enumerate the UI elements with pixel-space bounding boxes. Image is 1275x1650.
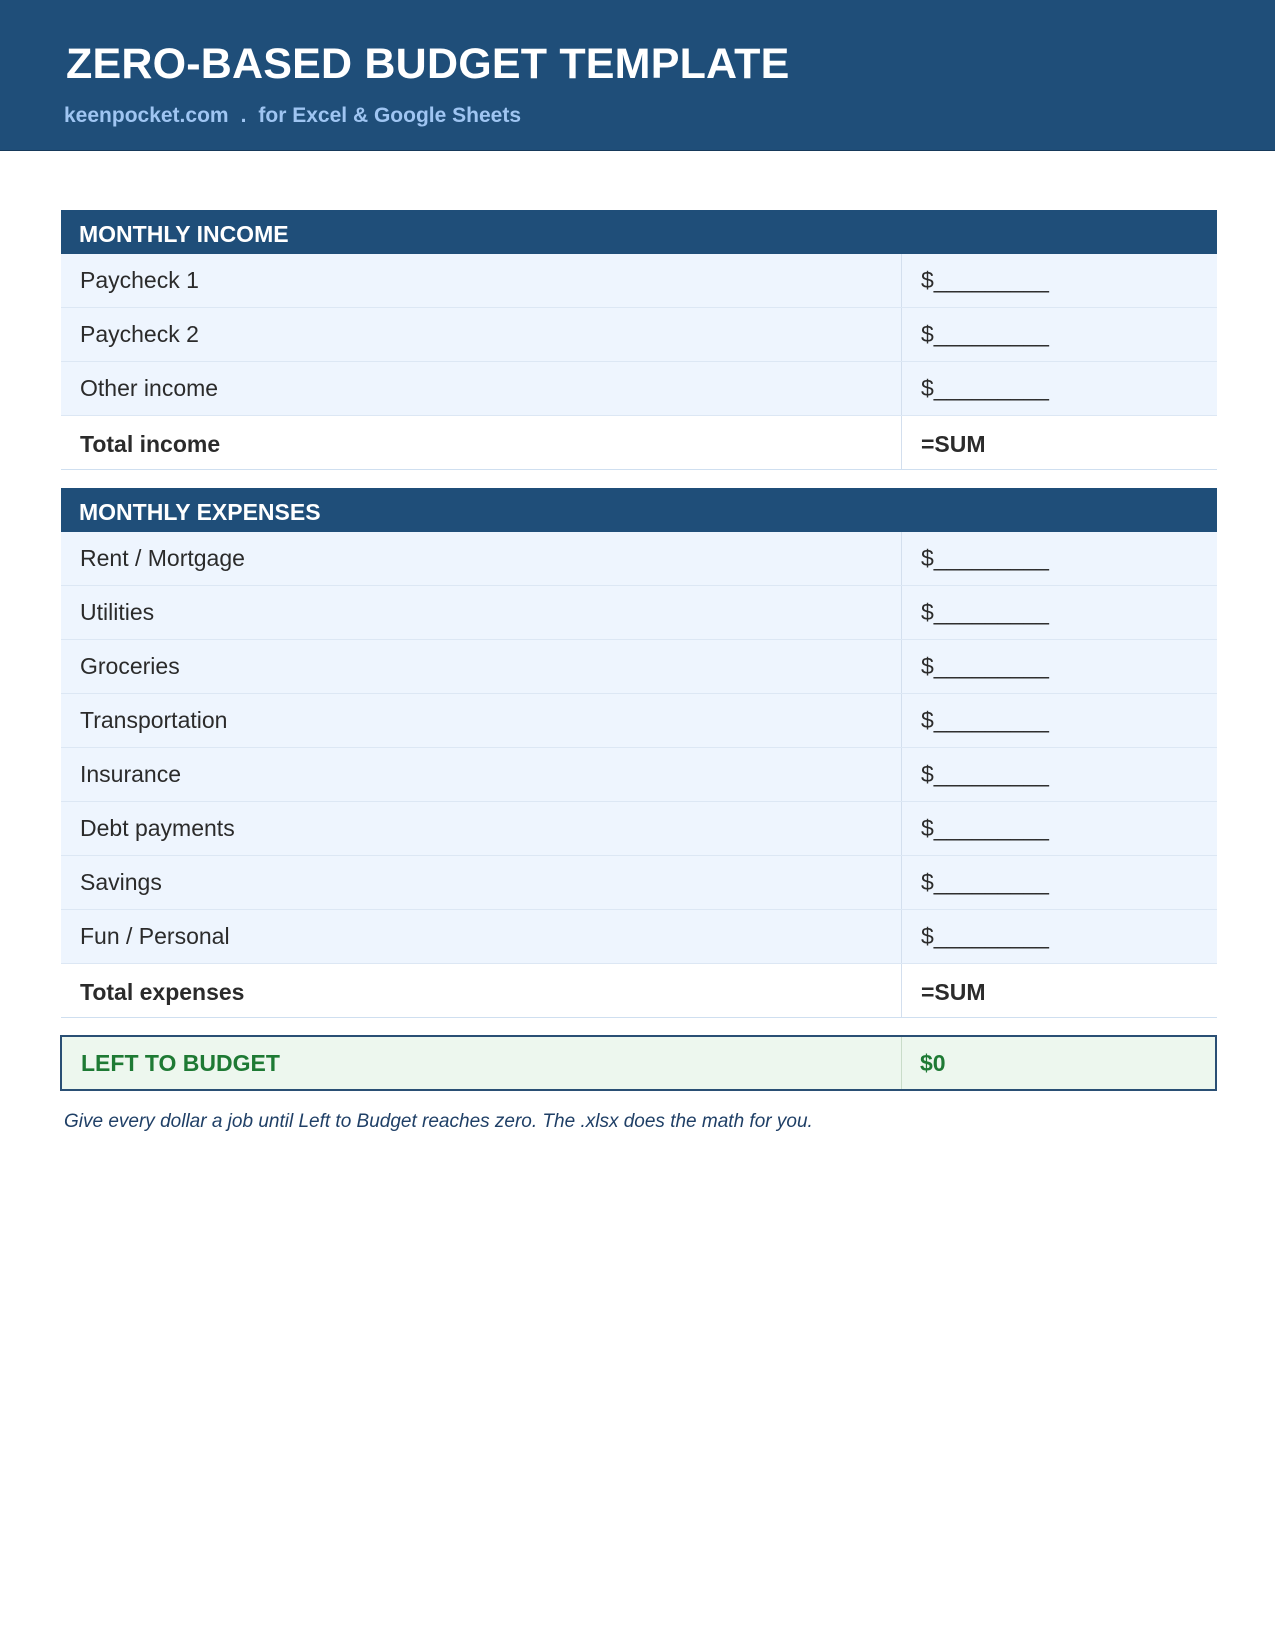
page-title: ZERO-BASED BUDGET TEMPLATE	[66, 40, 790, 88]
footnote: Give every dollar a job until Left to Budget reaches zero. The .xlsx does the math for you.	[64, 1111, 813, 1132]
expense-label: Utilities	[80, 599, 155, 625]
expenses-total-cell	[901, 964, 1217, 1017]
expense-row	[61, 910, 1217, 964]
expense-label: Debt payments	[80, 815, 235, 841]
subtitle	[64, 104, 521, 128]
expense-value-cell[interactable]	[901, 586, 1217, 639]
amount-field[interactable]: $_________	[921, 545, 1049, 571]
income-row	[61, 308, 1217, 362]
income-label: Paycheck 2	[80, 321, 199, 347]
expenses-section	[61, 488, 1217, 1018]
expenses-total-formula: =SUM	[921, 979, 986, 1005]
amount-field[interactable]: $_________	[921, 653, 1049, 679]
expense-label: Groceries	[80, 653, 180, 679]
amount-field[interactable]: $_________	[921, 599, 1049, 625]
expenses-section-heading: MONTHLY EXPENSES	[61, 488, 1217, 532]
income-row	[61, 254, 1217, 308]
expense-value-cell[interactable]	[901, 694, 1217, 747]
expense-label: Transportation	[80, 707, 228, 733]
income-total-row	[61, 416, 1217, 470]
expense-label: Insurance	[80, 761, 182, 787]
left-to-budget-label: LEFT TO BUDGET	[81, 1050, 280, 1076]
expense-label: Savings	[80, 869, 162, 895]
amount-field[interactable]: $_________	[921, 923, 1049, 949]
expense-value-cell[interactable]	[901, 748, 1217, 801]
left-to-budget-value: $0	[920, 1050, 946, 1076]
expense-row	[61, 694, 1217, 748]
expense-label: Fun / Personal	[80, 923, 230, 949]
amount-field[interactable]: $_________	[921, 267, 1049, 293]
expense-row	[61, 802, 1217, 856]
income-row	[61, 362, 1217, 416]
amount-field[interactable]: $_________	[921, 815, 1049, 841]
expense-row	[61, 856, 1217, 910]
expense-row	[61, 640, 1217, 694]
expenses-total-label: Total expenses	[80, 979, 245, 1005]
expense-value-cell[interactable]	[901, 532, 1217, 585]
left-to-budget-box	[60, 1035, 1217, 1091]
income-section	[61, 210, 1217, 470]
left-to-budget-cell	[901, 1037, 1217, 1089]
subtitle-separator: .	[240, 104, 247, 127]
income-total-formula: =SUM	[921, 431, 986, 457]
page-header	[0, 0, 1275, 151]
expense-value-cell[interactable]	[901, 640, 1217, 693]
amount-field[interactable]: $_________	[921, 375, 1049, 401]
expense-row	[61, 748, 1217, 802]
amount-field[interactable]: $_________	[921, 761, 1049, 787]
income-value-cell[interactable]	[901, 308, 1217, 361]
amount-field[interactable]: $_________	[921, 321, 1049, 347]
income-label: Paycheck 1	[80, 267, 199, 293]
expense-label: Rent / Mortgage	[80, 545, 245, 571]
income-label: Other income	[80, 375, 219, 401]
tagline: for Excel & Google Sheets	[258, 104, 521, 127]
income-value-cell[interactable]	[901, 254, 1217, 307]
site-name: keenpocket.com	[64, 104, 229, 127]
income-value-cell[interactable]	[901, 362, 1217, 415]
expenses-total-row	[61, 964, 1217, 1018]
expense-value-cell[interactable]	[901, 856, 1217, 909]
amount-field[interactable]: $_________	[921, 707, 1049, 733]
income-section-heading: MONTHLY INCOME	[61, 210, 1217, 254]
expense-value-cell[interactable]	[901, 802, 1217, 855]
expense-value-cell[interactable]	[901, 910, 1217, 963]
amount-field[interactable]: $_________	[921, 869, 1049, 895]
income-total-cell	[901, 416, 1217, 469]
expense-row	[61, 532, 1217, 586]
income-total-label: Total income	[80, 431, 221, 457]
expense-row	[61, 586, 1217, 640]
